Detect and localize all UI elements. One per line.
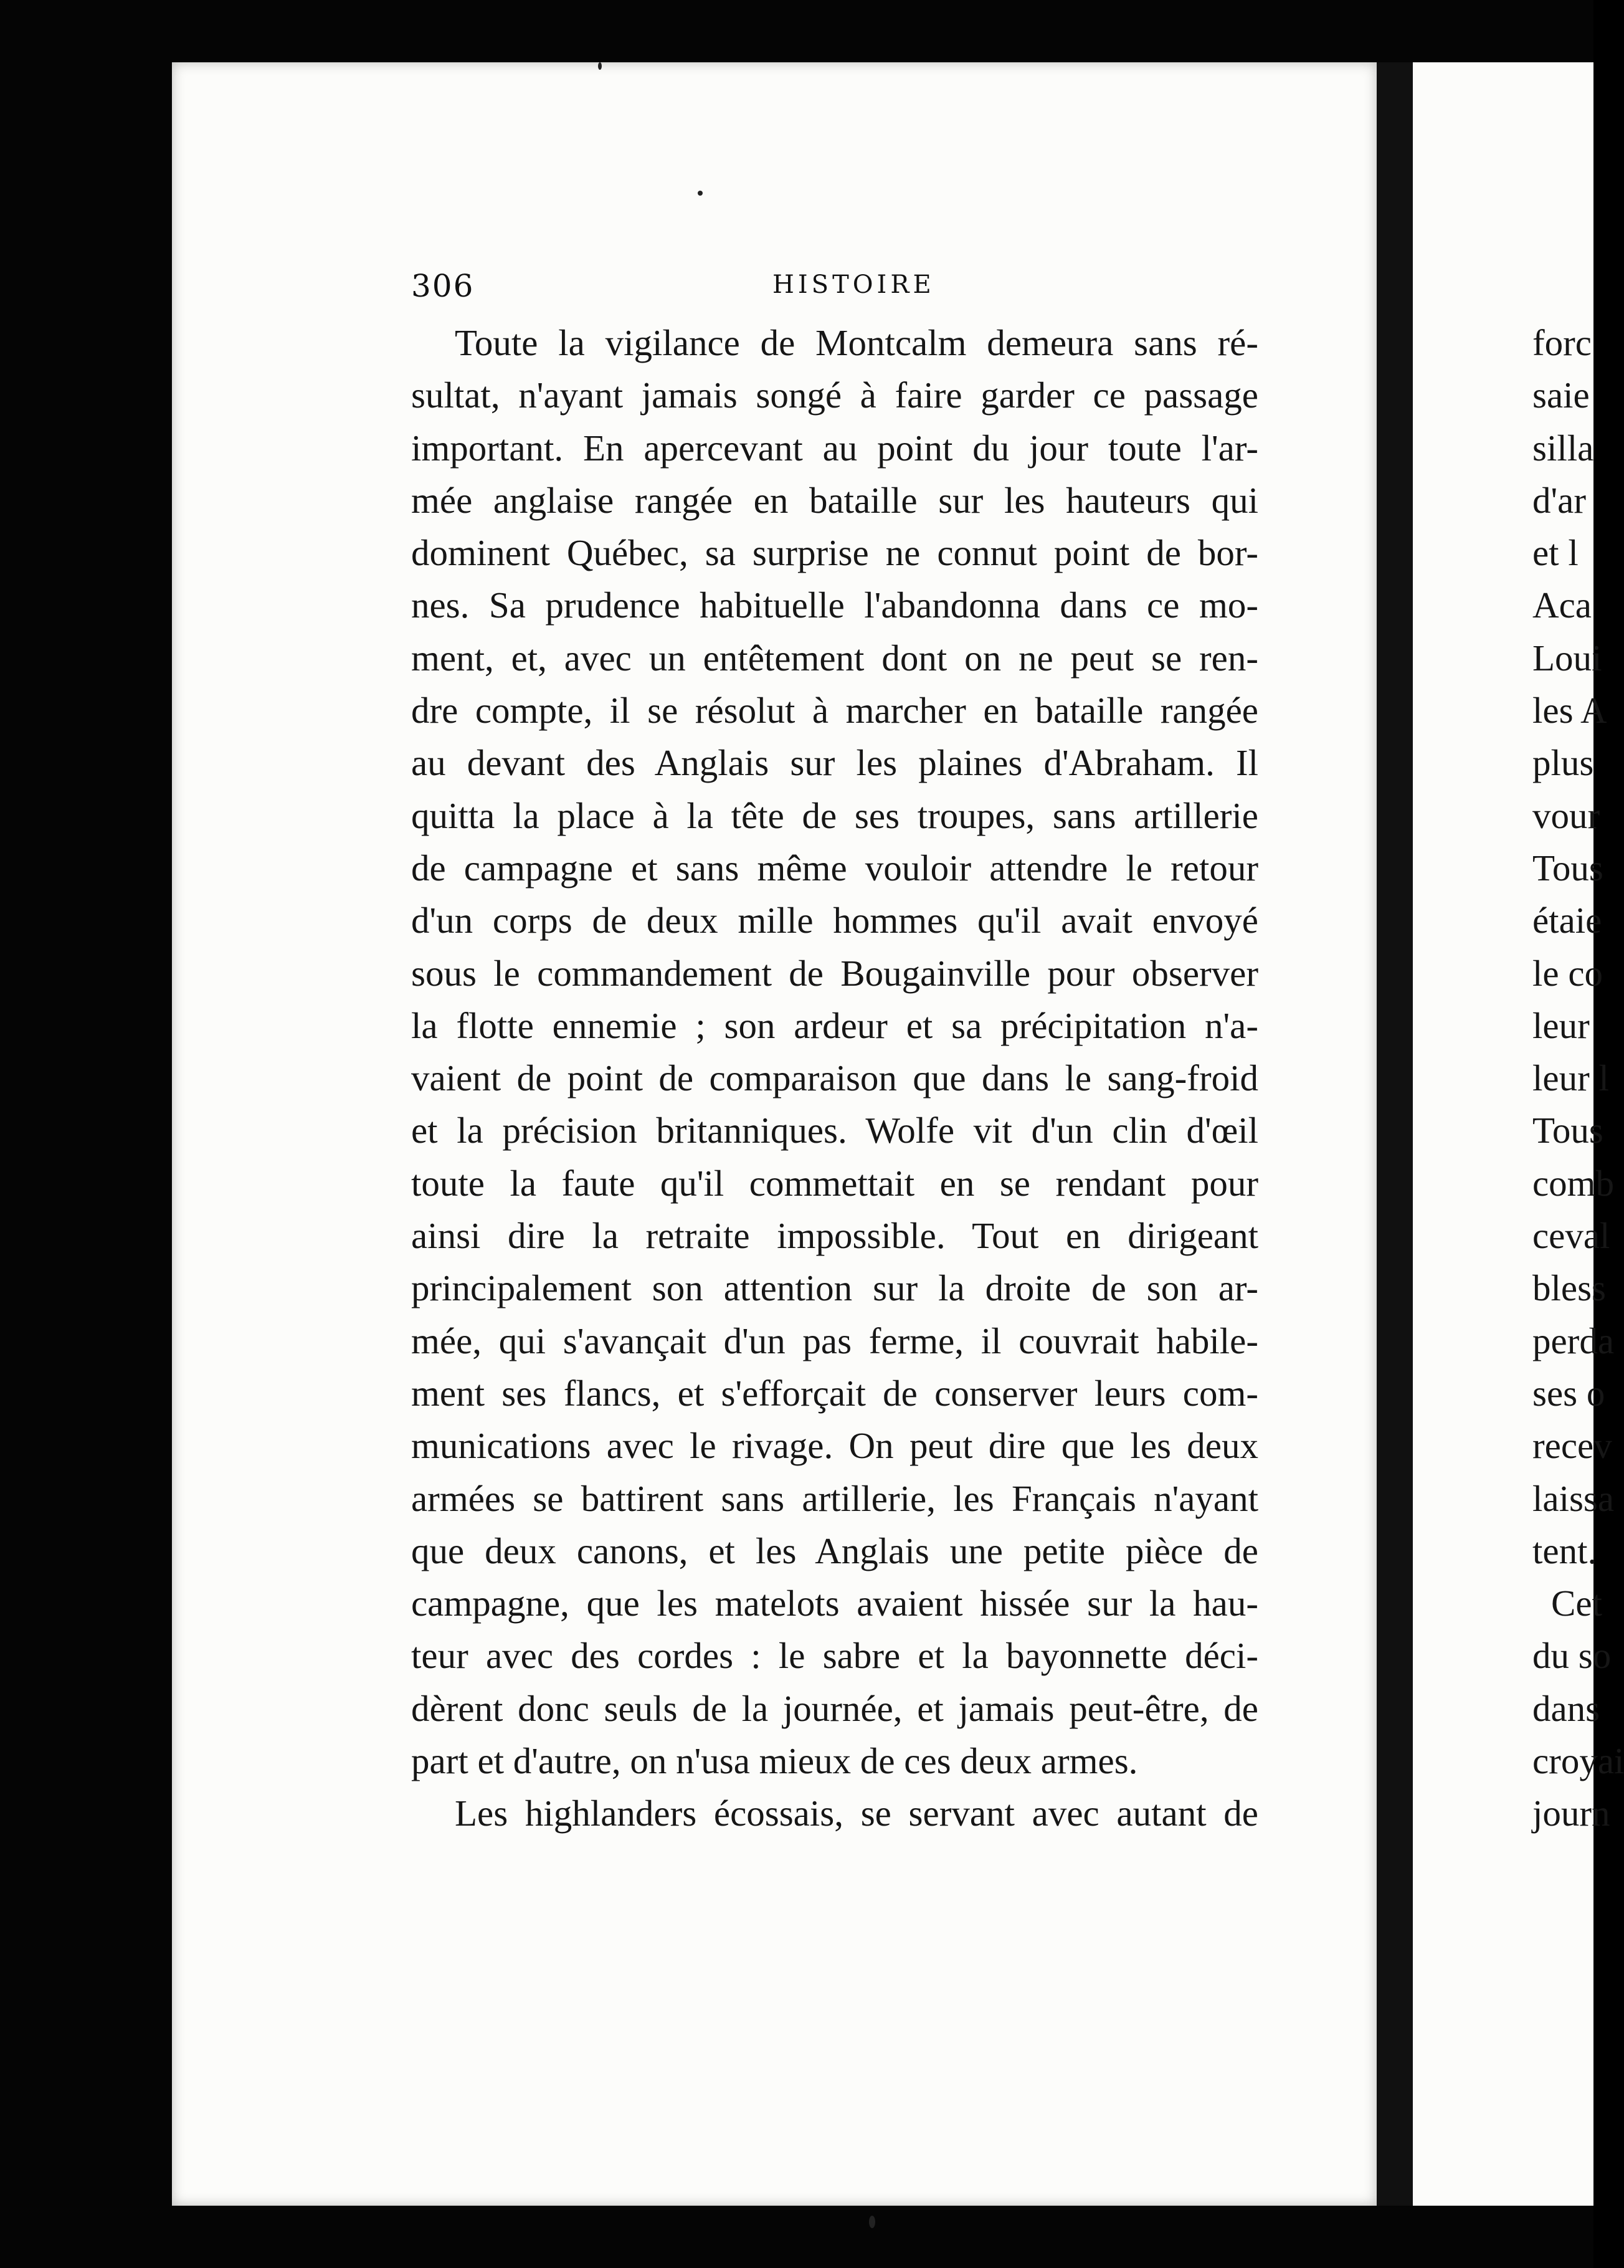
right-text-line: Loui [1532, 637, 1602, 679]
text-line: sultat, n'ayant jamais songé à faire garder ce passage [411, 374, 1258, 416]
text-line: toute la faute qu'il commettait en se rendant pour [411, 1162, 1258, 1204]
right-text-line: bless [1532, 1267, 1606, 1309]
right-text-line: ses o [1532, 1372, 1605, 1414]
text-line: nes. Sa prudence habituelle l'abandonna dans ce mo- [411, 584, 1258, 626]
text-line: et la précision britanniques. Wolfe vit d'un clin d'œil [411, 1110, 1258, 1151]
text-line: teur avec des cordes : le sabre et la bayonnette déci- [411, 1635, 1258, 1677]
text-line: important. En apercevant au point du jour toute l'ar- [411, 427, 1258, 469]
text-line: que deux canons, et les Anglais une petite pièce de [411, 1530, 1258, 1571]
text-line: mée anglaise rangée en bataille sur les hauteurs qui [411, 479, 1258, 521]
text-line: vaient de point de comparaison que dans le sang-froid [411, 1057, 1258, 1099]
right-text-line: croyai [1532, 1740, 1624, 1782]
right-text-line: leur l [1532, 1057, 1609, 1099]
right-text-line: silla [1532, 427, 1594, 469]
text-line: part et d'autre, on n'usa mieux de ces deux armes. [411, 1740, 1138, 1782]
text-line: d'un corps de deux mille hommes qu'il avait envoyé [411, 900, 1258, 941]
text-line: de campagne et sans même vouloir attendre le retour [411, 847, 1258, 889]
text-line: ainsi dire la retraite impossible. Tout en dirigeant [411, 1215, 1258, 1257]
right-page-text-fragments [1532, 317, 1624, 1840]
left-page-text [411, 317, 1258, 1840]
right-text-line: laissa [1532, 1477, 1615, 1519]
right-text-line: Cet [1551, 1583, 1602, 1624]
text-line: munications avec le rivage. On peut dire que les deux [411, 1425, 1258, 1467]
text-line: sous le commandement de Bougainville pour observer [411, 952, 1258, 994]
right-text-line: recev [1532, 1425, 1612, 1467]
page-number: 306 [411, 268, 475, 304]
text-line: Les highlanders écossais, se servant avec autant de [455, 1793, 1258, 1834]
right-text-line: Aca [1532, 584, 1592, 626]
right-text-line: plus [1532, 742, 1594, 784]
right-text-line: d'ar [1532, 479, 1586, 521]
text-line: ment ses flancs, et s'efforçait de conserver leurs com- [411, 1372, 1258, 1414]
text-line: quitta la place à la tête de ses troupes, sans artillerie [411, 794, 1258, 836]
header-title: HISTOIRE [772, 270, 935, 299]
right-text-line: et l [1532, 532, 1579, 574]
text-line: ment, et, avec un entêtement dont on ne peut se ren- [411, 637, 1258, 679]
scan-speck [598, 62, 602, 70]
text-line: armées se battirent sans artillerie, les Français n'ayant [411, 1477, 1258, 1519]
text-line: mée, qui s'avançait d'un pas ferme, il couvrait habile- [411, 1320, 1258, 1361]
right-text-line: leur [1532, 1004, 1590, 1046]
right-text-line: tent. [1532, 1530, 1597, 1571]
text-line: dominent Québec, sa surprise ne connut point de bor- [411, 532, 1258, 574]
right-text-line: Tous [1532, 1110, 1603, 1151]
scan-speck [698, 191, 703, 196]
text-line: dre compte, il se résolut à marcher en bataille rangée [411, 690, 1258, 731]
right-text-line: vour [1532, 794, 1600, 836]
book-gutter [1377, 62, 1413, 2206]
right-text-line: du so [1532, 1635, 1612, 1677]
scan-speck [869, 2216, 875, 2228]
text-line: principalement son attention sur la droite de son ar- [411, 1267, 1258, 1309]
text-line: dèrent donc seuls de la journée, et jamais peut-être, de [411, 1687, 1258, 1729]
right-text-line: journ [1532, 1793, 1610, 1834]
right-text-line: ceval [1532, 1215, 1610, 1257]
right-text-line: forc [1532, 322, 1592, 363]
right-text-line: les A [1532, 690, 1607, 731]
text-line: campagne, que les matelots avaient hissée sur la hau- [411, 1583, 1258, 1624]
text-line: au devant des Anglais sur les plaines d'Abraham. Il [411, 742, 1258, 784]
right-text-line: étaie [1532, 900, 1602, 941]
text-line: la flotte ennemie ; son ardeur et sa précipitation n'a- [411, 1004, 1258, 1046]
right-text-line: Tous [1532, 847, 1603, 889]
right-text-line: comb [1532, 1162, 1615, 1204]
right-text-line: perda [1532, 1320, 1615, 1361]
text-line: Toute la vigilance de Montcalm demeura sans ré- [455, 322, 1258, 363]
running-head [411, 268, 1271, 305]
right-text-line: le co [1532, 952, 1603, 994]
right-text-line: dans [1532, 1687, 1600, 1729]
right-text-line: saie [1532, 374, 1590, 416]
